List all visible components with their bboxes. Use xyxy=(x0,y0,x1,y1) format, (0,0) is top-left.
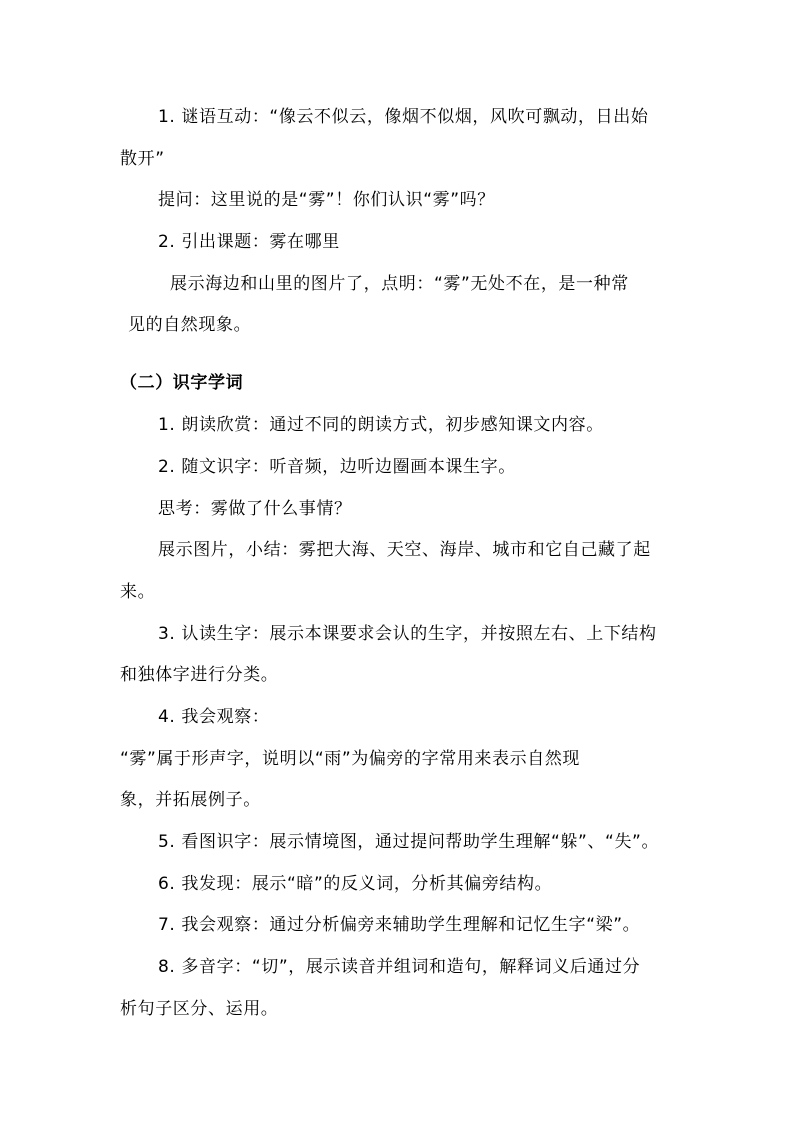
thinking-line: 思考：雾做了什么事情？ xyxy=(158,499,352,519)
polyphone-line: 8. 多音字：“切”，展示读音并组词和造句，解释词义后通过分 xyxy=(158,957,641,977)
section-heading: （二）识字学词 xyxy=(120,373,244,393)
read-characters-continuation-line: 和独体字进行分类。 xyxy=(120,665,279,685)
summary-line: 展示图片，小结：雾把大海、天空、海岸、城市和它自己藏了起 xyxy=(158,540,651,560)
character-recognition-line: 2. 随文识字：听音频，边听边圈画本课生字。 xyxy=(158,457,516,477)
summary-continuation-line: 来。 xyxy=(120,582,156,602)
observe-line: 4. 我会观察： xyxy=(158,707,270,727)
read-characters-line: 3. 认读生字：展示本课要求会认的生字，并按照左右、上下结构 xyxy=(158,624,657,644)
discovery-line: 6. 我发现：展示“暗”的反义词，分析其偏旁结构。 xyxy=(158,874,553,894)
question-line: 提问：这里说的是“雾”！你们认识“雾”吗？ xyxy=(158,190,495,210)
riddle-continuation-line: 散开” xyxy=(120,149,165,169)
phono-semantic-line: “雾”属于形声字，说明以“雨”为偏旁的字常用来表示自然现 xyxy=(120,749,581,769)
reading-appreciation-line: 1. 朗读欣赏：通过不同的朗读方式，初步感知课文内容。 xyxy=(158,415,604,435)
phono-semantic-continuation-line: 象，并拓展例子。 xyxy=(120,790,261,810)
observe-radical-line: 7. 我会观察：通过分析偏旁来辅助学生理解和记忆生字“梁”。 xyxy=(158,915,641,935)
show-pictures-line: 展示海边和山里的图片了，点明：“雾”无处不在，是一种常 xyxy=(170,274,629,294)
picture-recognition-line: 5. 看图识字：展示情境图，通过提问帮助学生理解“躲”、“失”。 xyxy=(158,832,660,852)
introduce-topic-line: 2. 引出课题：雾在哪里 xyxy=(158,232,340,252)
riddle-interaction-line: 1. 谜语互动：“像云不似云，像烟不似烟，风吹可飘动，日出始 xyxy=(158,107,649,127)
show-pictures-continuation-line: 见的自然现象。 xyxy=(128,315,252,335)
polyphone-continuation-line: 析句子区分、运用。 xyxy=(120,999,279,1019)
